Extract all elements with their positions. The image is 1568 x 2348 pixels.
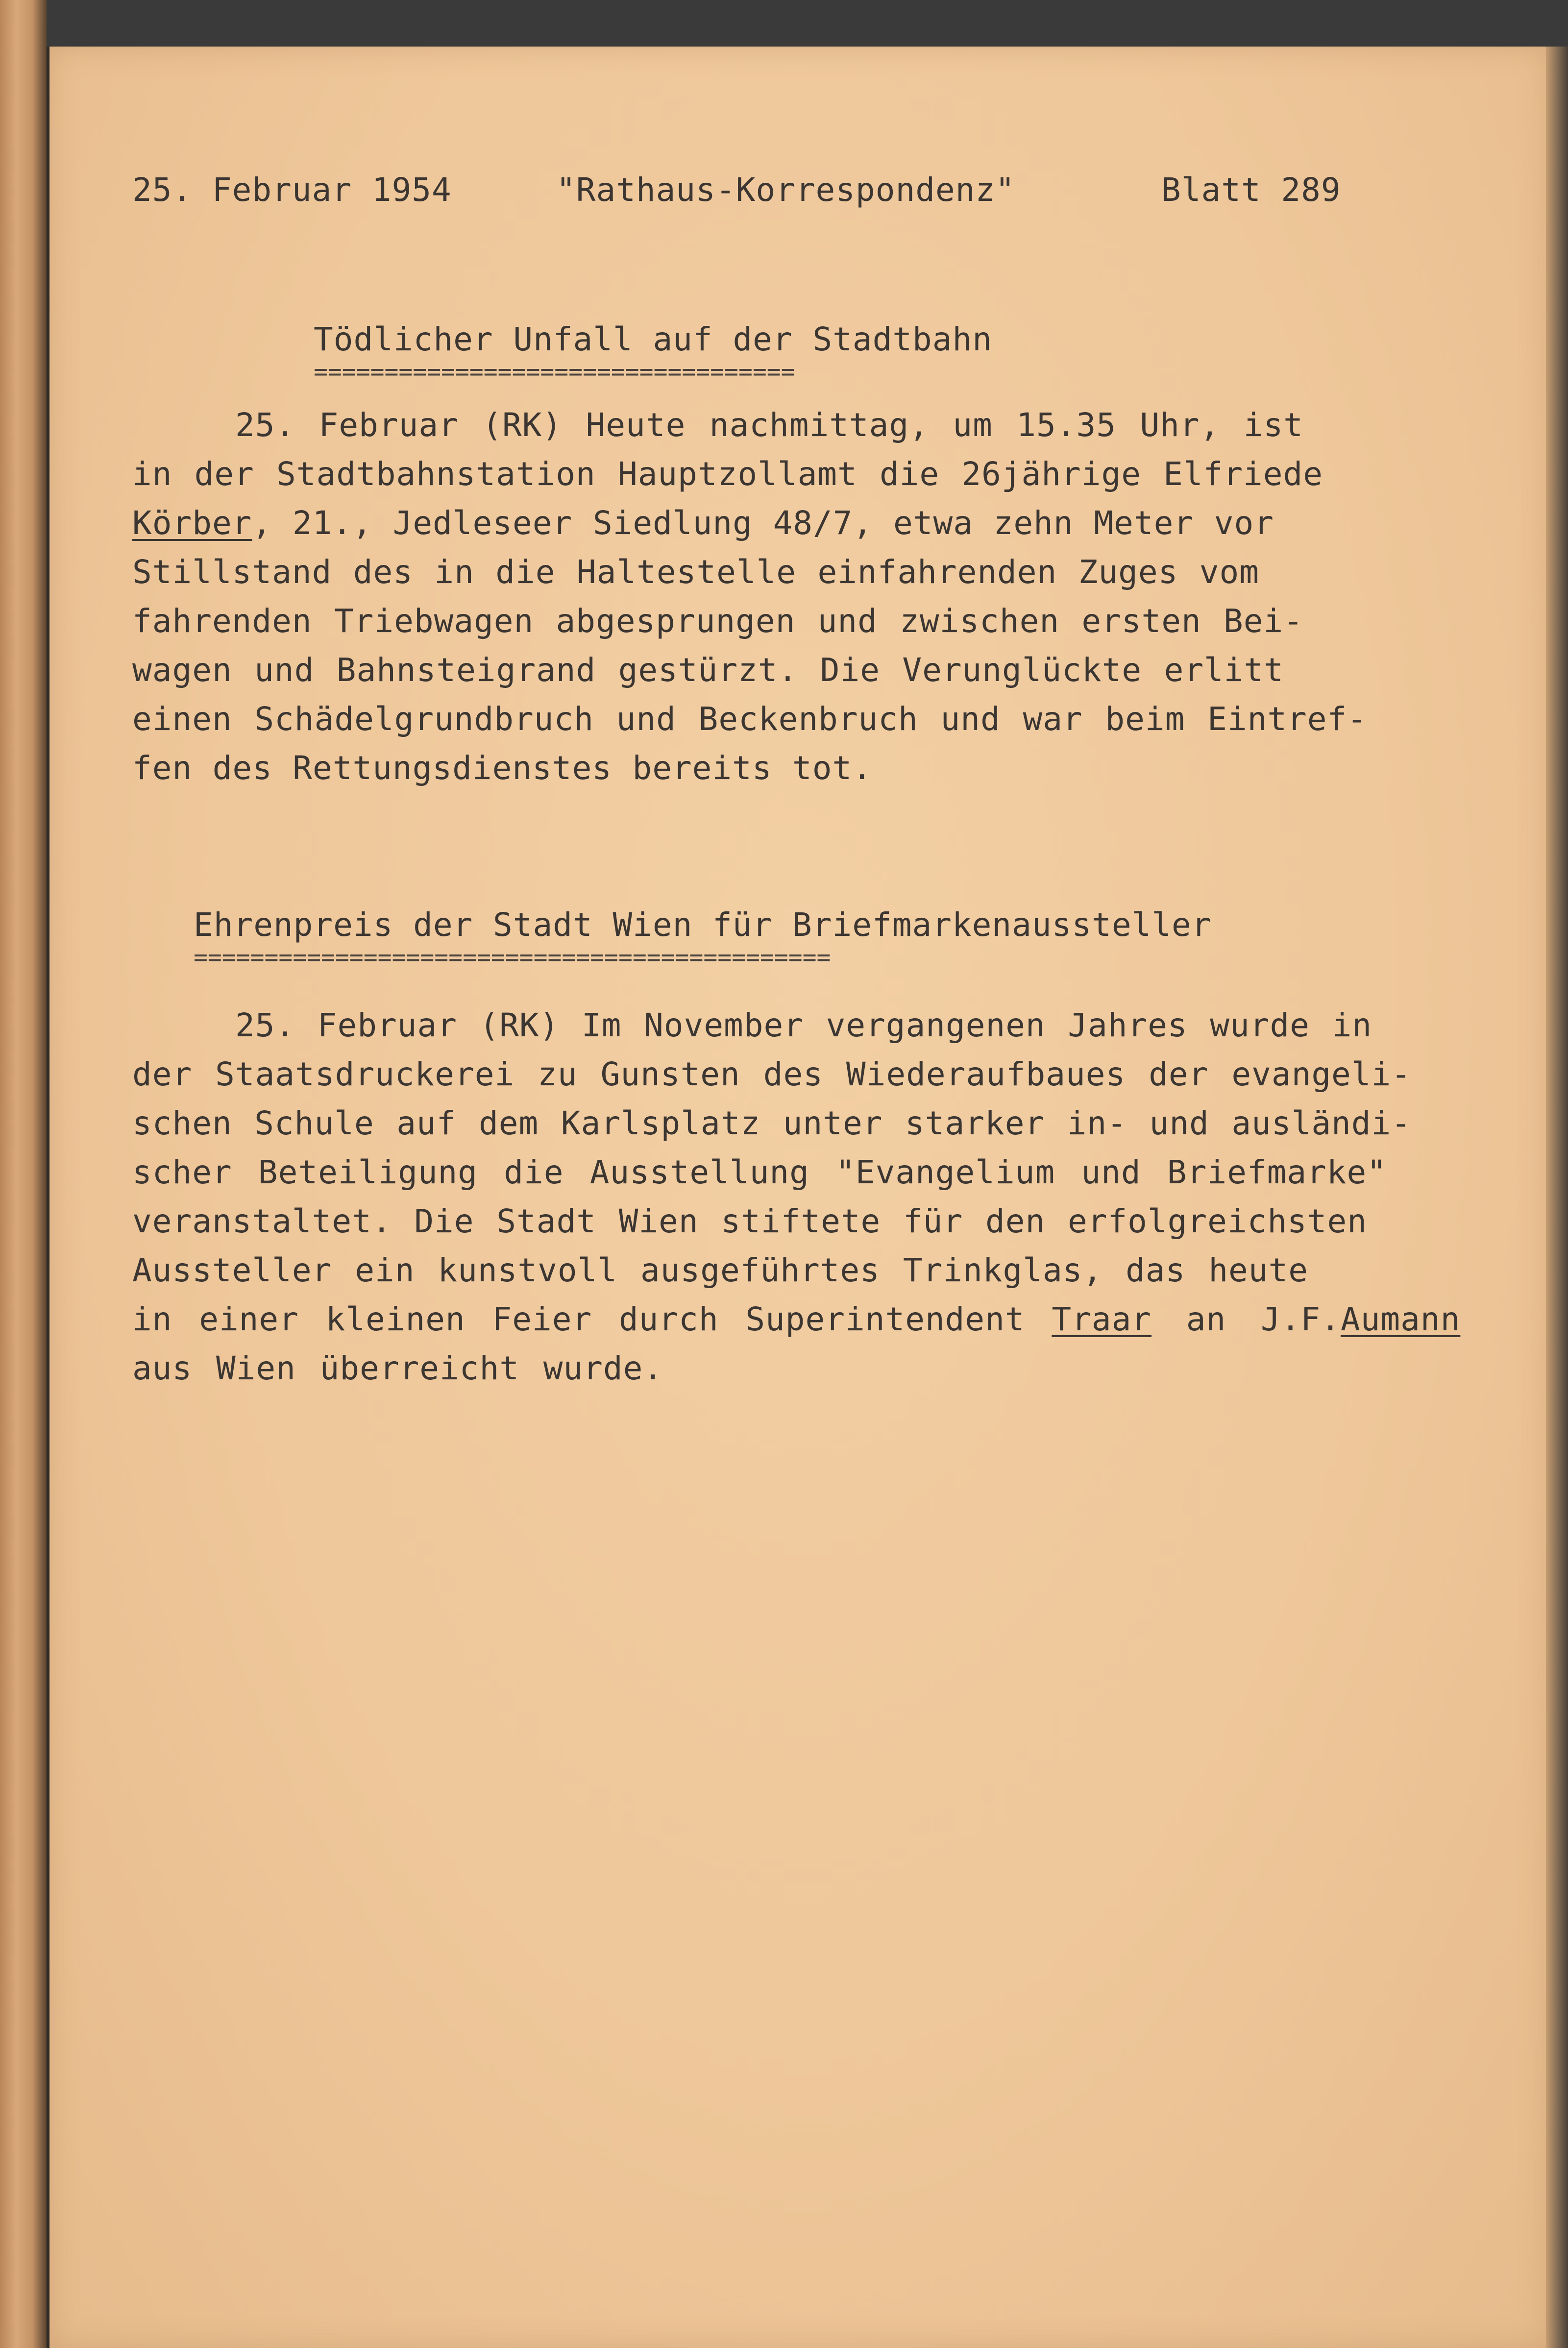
article1-line-3	[132, 504, 1274, 542]
article1-title-rule: ==================================	[314, 360, 795, 384]
header-date: 25. Februar 1954	[132, 171, 452, 209]
article1-title: Tödlicher Unfall auf der Stadtbahn	[314, 320, 993, 358]
article1-line-6: wagen und Bahnsteigrand gestürzt. Die Verunglückte erlitt	[132, 651, 1284, 689]
underlined-name-koerber: Körber	[132, 504, 252, 542]
article2-line-3: schen Schule auf dem Karlsplatz unter starker in- und ausländi-	[132, 1104, 1411, 1142]
underlined-name-traar: Traar	[1052, 1300, 1152, 1338]
article2-line-4: scher Beteiligung die Ausstellung "Evangelium und Briefmarke"	[132, 1153, 1387, 1191]
article2-line-8: aus Wien überreicht wurde.	[132, 1349, 663, 1387]
article2-line-7-mid: an J.F.	[1152, 1300, 1341, 1338]
book-binding	[0, 0, 47, 2348]
header-publication: "Rathaus-Korrespondenz"	[556, 171, 1015, 209]
article2-title: Ehrenpreis der Stadt Wien für Briefmarkenaussteller	[194, 906, 1212, 944]
page-edge	[1546, 47, 1568, 2348]
article1-line-8: fen des Rettungsdienstes bereits tot.	[132, 749, 872, 787]
article1-line-5: fahrenden Triebwagen abgesprungen und zwischen ersten Bei-	[132, 602, 1303, 640]
article2-line-7-start: in einer kleinen Feier durch Superintendent	[132, 1300, 1052, 1338]
article1-line-1: 25. Februar (RK) Heute nachmittag, um 15.35 Uhr, ist	[235, 406, 1303, 444]
article2-line-7	[132, 1300, 1461, 1338]
article2-line-5: veranstaltet. Die Stadt Wien stiftete für den erfolgreichsten	[132, 1202, 1367, 1240]
typewritten-page	[47, 47, 1549, 2348]
article1-line-3-rest: , 21., Jedleseer Siedlung 48/7, etwa zehn Meter vor	[252, 504, 1274, 542]
article1-line-4: Stillstand des in die Haltestelle einfahrenden Zuges vom	[132, 553, 1259, 591]
article2-title-rule: =============================================	[194, 946, 831, 969]
article2-line-6: Aussteller ein kunstvoll ausgeführtes Trinkglas, das heute	[132, 1251, 1308, 1289]
article1-line-7: einen Schädelgrundbruch und Beckenbruch und war beim Eintref-	[132, 700, 1367, 738]
article1-line-2: in der Stadtbahnstation Hauptzollamt die 26jährige Elfriede	[132, 455, 1323, 493]
article2-line-2: der Staatsdruckerei zu Gunsten des Wiederaufbaues der evangeli-	[132, 1055, 1411, 1093]
underlined-name-aumann: Aumann	[1340, 1300, 1461, 1338]
header-sheet-number: Blatt 289	[1161, 171, 1341, 209]
article2-line-1: 25. Februar (RK) Im November vergangenen Jahres wurde in	[235, 1006, 1372, 1044]
